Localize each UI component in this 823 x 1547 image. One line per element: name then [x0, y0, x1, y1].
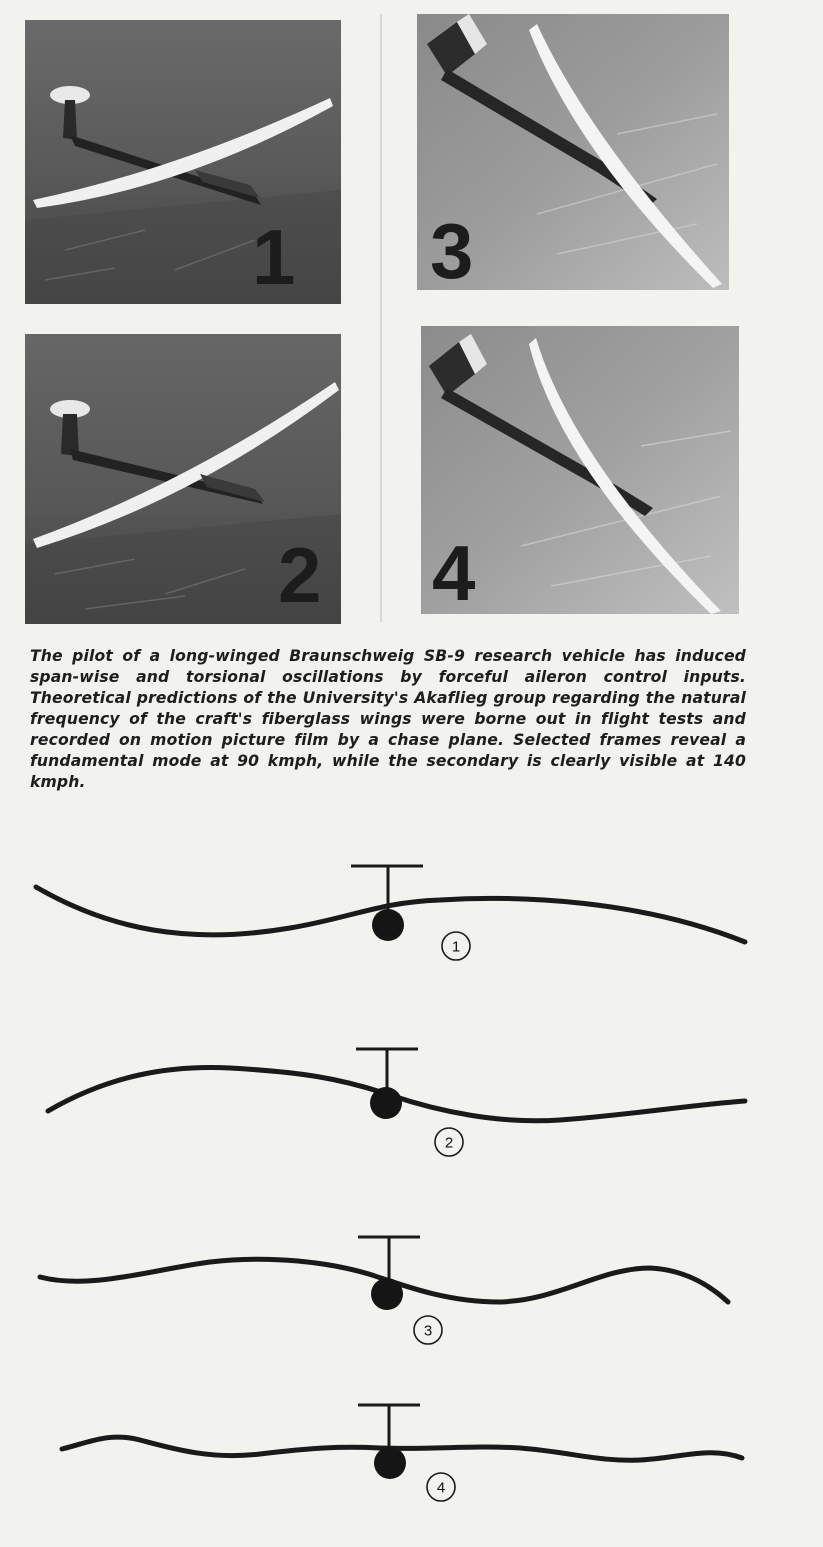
fuselage-dot	[370, 1087, 402, 1119]
figure-caption: The pilot of a long-winged Braunschweig SB-9 research vehicle has induced span-wise and torsional oscillations by forceful aileron control inputs. Theoretical predictions of the University's Akaflieg group regarding the natural frequency of the craft's fiberglass wings were borne out in flight tests and recorded on motion picture film by a chase plane. Selected frames reveal a fundamental mode at 90 kmph, while the secondary is clearly visible at 140 kmph.	[30, 647, 746, 791]
frame-number-3: 3	[430, 207, 474, 295]
mode-label-4: 4	[436, 1479, 446, 1497]
frame-number-1: 1	[252, 213, 296, 301]
fuselage-dot	[371, 1278, 403, 1310]
mode-label-1: 1	[451, 938, 461, 956]
mode-label-2: 2	[444, 1134, 454, 1152]
mode-label-3: 3	[423, 1322, 433, 1340]
fuselage-dot	[372, 909, 404, 941]
fuselage-dot	[374, 1447, 406, 1479]
frame-number-2: 2	[278, 531, 322, 619]
mode-diagram-2	[48, 1049, 745, 1156]
photo-divider	[380, 14, 382, 622]
frame-number-4: 4	[432, 529, 476, 617]
mode-diagram-1	[36, 866, 745, 960]
mode-diagram-3	[40, 1237, 728, 1344]
wing-mode-diagrams	[0, 850, 823, 1520]
mode-diagram-4	[62, 1405, 742, 1501]
